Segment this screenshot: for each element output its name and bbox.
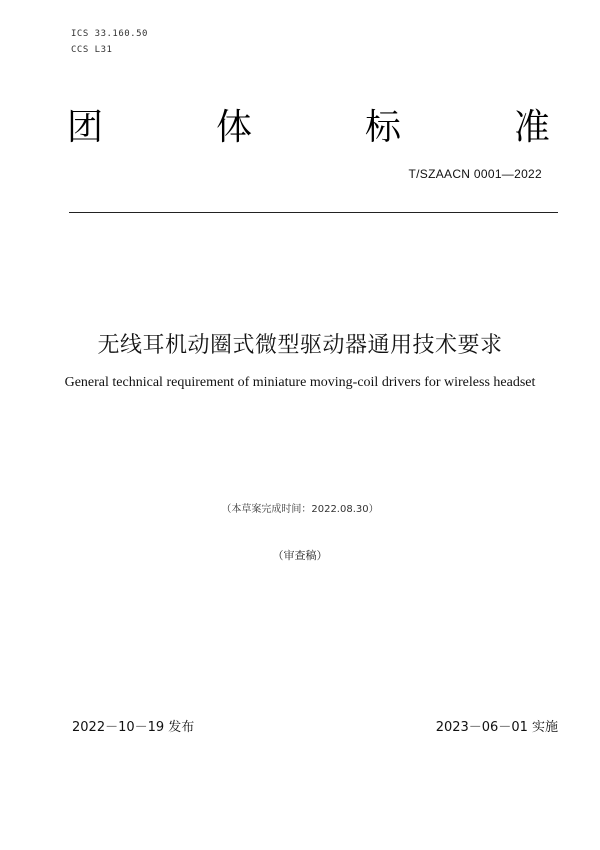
ics-code: ICS 33.160.50 xyxy=(71,29,148,39)
completion-note: （本草案完成时间：2022.08.30） xyxy=(221,504,379,515)
title-char-2: 体 xyxy=(216,107,253,148)
ccs-code: CCS L31 xyxy=(71,45,113,55)
draft-label: （审查稿） xyxy=(272,549,328,562)
standard-code: T/SZAACN 0001—2022 xyxy=(408,167,542,181)
title-char-3: 标 xyxy=(365,107,402,148)
document-title-zh: 无线耳机动圈式微型驱动器通用技术要求 xyxy=(97,333,503,358)
implement-date: 2023－06－01 实施 xyxy=(435,720,558,735)
title-char-4: 准 xyxy=(514,107,551,148)
header-divider xyxy=(69,212,558,213)
document-title-en: General technical requirement of miniature moving-coil drivers for wireless headset xyxy=(64,375,536,390)
title-char-1: 团 xyxy=(67,107,104,148)
issue-date: 2022－10－19 发布 xyxy=(72,720,195,735)
